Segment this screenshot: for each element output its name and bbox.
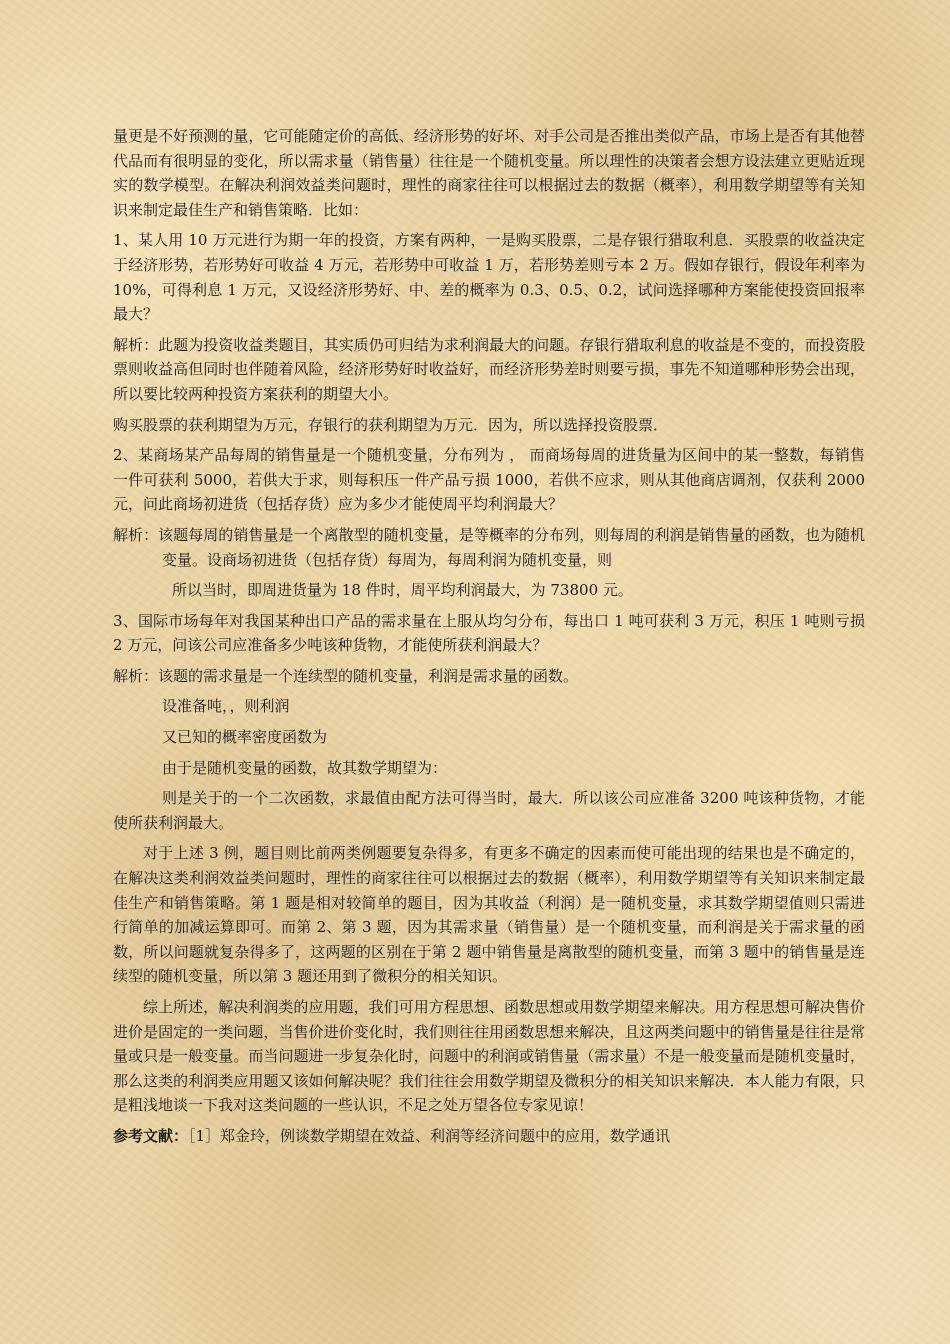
example-1-problem: 1、某人用 10 万元进行为期一年的投资，方案有两种，一是购买股票，二是存银行猎取利息．买股票的收益决定于经济形势，若形势好可收益 4 万元，若形势中可收益 1 万，若形势差则亏本 2 万。假如存银行，假设年利率为 10%，可得利息 1 万元，又设经济形势好、中、差的概率为 0.3、0.5、0.2，试问选择哪种方案能使投资回报率最大？ [113,231,865,324]
example-3-analysis: 解析：该题的需求量是一个连续型的随机变量，利润是需求量的函数。 [113,666,579,685]
intro-paragraph: 量更是不好预测的量，它可能随定价的高低、经济形势的好坏、对手公司是否推出类似产品，市场上是否有其他替代品而有很明显的变化，所以需求量（销售量）往往是一个随机变量。所以理性的决策者会想方设法建立更贴近现实的数学模型。在解决利润效益类问题时，理性的商家往往可以根据过去的数据（概率），利用数学期望等有关知识来制定最佳生产和销售策略．比如： [113,127,865,219]
example-3-step-2: 又已知的概率密度函数为 [162,728,328,747]
example-1-analysis: 解析：此题为投资收益类题目，其实质仍可归结为求利润最大的问题。存银行猎取利息的收益是不变的，而投资股票则收益高但同时也伴随着风险，经济形势好时收益好，而经济形势差时则要亏损，事先不知道哪种形势会出现，所以要比较两种投资方案获利的期望大小。 [113,335,865,403]
example-2-result: 所以当时，即周进货量为 18 件时，周平均利润最大，为 73800 元。 [172,581,633,600]
example-3-step-4: 则是关于的一个二次函数，求最值由配方法可得当时，最大．所以该公司应准备 3200 吨该种货物，才能使所获利润最大。 [113,789,865,832]
references-label: 参考文献： [113,1126,189,1145]
example-3-step-1: 设准备吨，，则利润 [162,697,290,716]
example-1-result: 购买股票的获利期望为万元，存银行的获利期望为万元．因为，所以选择投资股票． [113,415,669,434]
document-page [113,124,865,1149]
summary-paragraph-1: 对于上述 3 例，题目则比前两类例题要复杂得多，有更多不确定的因素而使可能出现的结果也是不确定的，在解决这类利润效益类问题时，理性的商家往往可以根据过去的数据（概率），利用数学期望等有关知识来制定最佳生产和销售策略。第 1 题是相对较简单的题目，因为其收益（利润）是一随机变量，求其数学期望值则只需进行简单的加减运算即可。而第 2、第 3 题，因为其需求量（销售量）是一个随机变量，而利润是关于需求量的函数，所以问题就复杂得多了，这两题的区别在于第 2 题中销售量是离散型的随机变量，而第 3 题中的销售量是连续型的随机变量，所以第 3 题还用到了微积分的相关知识。 [113,844,865,986]
example-3-problem: 3、国际市场每年对我国某种出口产品的需求量在上服从均匀分布，每出口 1 吨可获利 3 万元，积压 1 吨则亏损 2 万元，问该公司应准备多少吨该种货物，才能使所获利润最大？ [113,611,865,655]
example-2-problem: 2、某商场某产品每周的销售量是一个随机变量，分布列为 ， 而商场每周的进货量为区间中的某一整数，每销售一件可获利 5000，若供大于求，则每积压一件产品亏损 1000，若供不应求，则从其他商店调剂，仅获利 2000 元，问此商场初进货（包括存货）应为多少才能使周平均利润最大？ [113,446,865,514]
reference-item-1: ［1］郑金玲，例谈数学期望在效益、利润等经济问题中的应用，数学通讯 [188,1126,671,1145]
references [113,1124,865,1149]
example-2-analysis: 解析：该题每周的销售量是一个离散型的随机变量，是等概率的分布列，则每周的利润是销售量的函数，也为随机变量。设商场初进货（包括存货）每周为，每周利润为随机变量，则 [113,525,865,569]
example-3-step-3: 由于是随机变量的函数，故其数学期望为： [162,758,448,777]
summary-paragraph-2: 综上所述，解决利润类的应用题，我们可用方程思想、函数思想或用数学期望来解决。用方程思想可解决售价进价是固定的一类问题，当售价进价变化时，我们则往往用函数思想来解决，且这两类问题中的销售量是往往是常量或只是一般变量。而当问题进一步复杂化时，问题中的利润或销售量（需求量）不是一般变量而是随机变量时，那么这类的利润类应用题又该如何解决呢？我们往往会用数学期望及微积分的相关知识来解决．本人能力有限，只是粗浅地谈一下我对这类问题的一些认识，不足之处万望各位专家见谅！ [113,998,865,1115]
